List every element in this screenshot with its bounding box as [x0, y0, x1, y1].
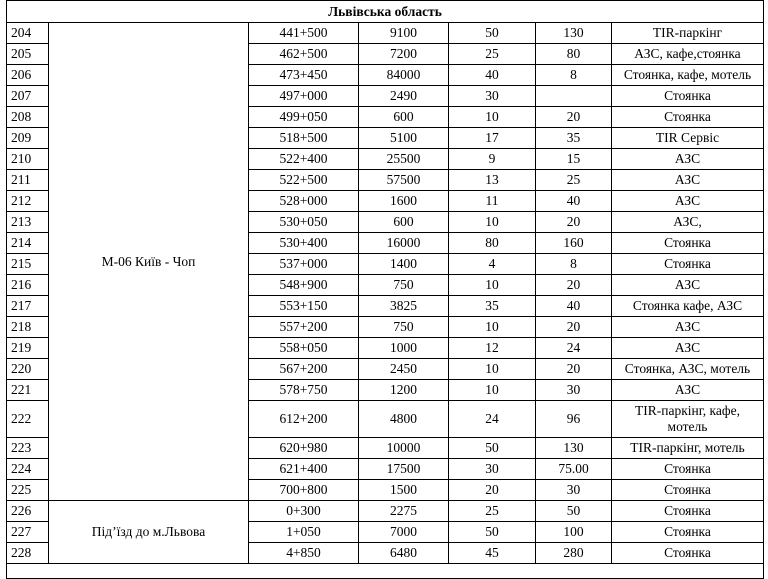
area-value: 1400 — [359, 254, 449, 275]
capacity-trucks: 40 — [536, 296, 612, 317]
capacity-cars: 40 — [449, 65, 536, 86]
row-number: 210 — [7, 149, 49, 170]
parking-table — [6, 0, 764, 579]
capacity-trucks: 40 — [536, 191, 612, 212]
km-mark: 700+800 — [249, 480, 359, 501]
km-mark: 553+150 — [249, 296, 359, 317]
area-value: 9100 — [359, 23, 449, 44]
row-number: 227 — [7, 522, 49, 543]
area-value: 600 — [359, 212, 449, 233]
km-mark: 441+500 — [249, 23, 359, 44]
km-mark: 0+300 — [249, 501, 359, 522]
km-mark: 548+900 — [249, 275, 359, 296]
capacity-cars: 4 — [449, 254, 536, 275]
services: АЗС — [612, 317, 764, 338]
services: TIR-паркінг, кафе, мотель — [612, 401, 764, 438]
area-value: 1000 — [359, 338, 449, 359]
row-number: 206 — [7, 65, 49, 86]
capacity-trucks: 20 — [536, 359, 612, 380]
services: АЗС, — [612, 212, 764, 233]
capacity-cars: 25 — [449, 44, 536, 65]
row-number: 217 — [7, 296, 49, 317]
row-number: 204 — [7, 23, 49, 44]
capacity-cars: 10 — [449, 275, 536, 296]
row-number: 226 — [7, 501, 49, 522]
area-value: 84000 — [359, 65, 449, 86]
capacity-cars: 30 — [449, 86, 536, 107]
capacity-cars: 13 — [449, 170, 536, 191]
capacity-trucks: 35 — [536, 128, 612, 149]
capacity-cars: 50 — [449, 522, 536, 543]
area-value: 2490 — [359, 86, 449, 107]
km-mark: 578+750 — [249, 380, 359, 401]
services: Стоянка — [612, 254, 764, 275]
km-mark: 558+050 — [249, 338, 359, 359]
road-name: М-06 Київ - Чоп — [49, 23, 249, 501]
capacity-trucks: 25 — [536, 170, 612, 191]
capacity-trucks: 280 — [536, 543, 612, 564]
services: TIR-паркінг, мотель — [612, 438, 764, 459]
area-value: 25500 — [359, 149, 449, 170]
area-value: 2450 — [359, 359, 449, 380]
services: Стоянка — [612, 522, 764, 543]
km-mark: 528+000 — [249, 191, 359, 212]
capacity-cars: 35 — [449, 296, 536, 317]
km-mark: 522+400 — [249, 149, 359, 170]
table-row — [7, 23, 764, 44]
km-mark: 462+500 — [249, 44, 359, 65]
services: Стоянка — [612, 86, 764, 107]
capacity-trucks: 50 — [536, 501, 612, 522]
row-number: 222 — [7, 401, 49, 438]
capacity-trucks: 15 — [536, 149, 612, 170]
road-name: Під’їзд до м.Львова — [49, 501, 249, 564]
km-mark: 497+000 — [249, 86, 359, 107]
row-number: 218 — [7, 317, 49, 338]
area-value: 3825 — [359, 296, 449, 317]
capacity-trucks: 20 — [536, 317, 612, 338]
km-mark: 4+850 — [249, 543, 359, 564]
capacity-trucks: 100 — [536, 522, 612, 543]
capacity-cars: 11 — [449, 191, 536, 212]
row-number: 205 — [7, 44, 49, 65]
capacity-trucks: 160 — [536, 233, 612, 254]
capacity-cars: 24 — [449, 401, 536, 438]
services: TIR-паркінг — [612, 23, 764, 44]
capacity-trucks: 8 — [536, 65, 612, 86]
area-value: 750 — [359, 275, 449, 296]
capacity-cars: 30 — [449, 459, 536, 480]
area-value: 57500 — [359, 170, 449, 191]
table-bottom-edge-row — [7, 564, 764, 579]
row-number: 224 — [7, 459, 49, 480]
services: Стоянка — [612, 543, 764, 564]
area-value: 7200 — [359, 44, 449, 65]
services: АЗС — [612, 170, 764, 191]
capacity-cars: 12 — [449, 338, 536, 359]
capacity-trucks: 30 — [536, 380, 612, 401]
services: АЗС — [612, 275, 764, 296]
table-row — [7, 501, 764, 522]
area-value: 10000 — [359, 438, 449, 459]
region-title: Львівська область — [7, 1, 764, 23]
capacity-cars: 25 — [449, 501, 536, 522]
services: TIR Сервіс — [612, 128, 764, 149]
km-mark: 557+200 — [249, 317, 359, 338]
capacity-cars: 10 — [449, 317, 536, 338]
area-value: 6480 — [359, 543, 449, 564]
capacity-trucks: 20 — [536, 212, 612, 233]
row-number: 216 — [7, 275, 49, 296]
km-mark: 1+050 — [249, 522, 359, 543]
services: АЗС, кафе,стоянка — [612, 44, 764, 65]
km-mark: 522+500 — [249, 170, 359, 191]
row-number: 212 — [7, 191, 49, 212]
capacity-trucks: 20 — [536, 107, 612, 128]
capacity-cars: 9 — [449, 149, 536, 170]
capacity-trucks: 8 — [536, 254, 612, 275]
capacity-cars: 50 — [449, 23, 536, 44]
services: Стоянка, кафе, мотель — [612, 65, 764, 86]
area-value: 1200 — [359, 380, 449, 401]
km-mark: 518+500 — [249, 128, 359, 149]
capacity-trucks: 130 — [536, 438, 612, 459]
capacity-trucks: 80 — [536, 44, 612, 65]
services: Стоянка, АЗС, мотель — [612, 359, 764, 380]
row-number: 208 — [7, 107, 49, 128]
row-number: 207 — [7, 86, 49, 107]
capacity-trucks: 24 — [536, 338, 612, 359]
row-number: 214 — [7, 233, 49, 254]
services: Стоянка — [612, 459, 764, 480]
area-value: 4800 — [359, 401, 449, 438]
row-number: 213 — [7, 212, 49, 233]
row-number: 220 — [7, 359, 49, 380]
services: Стоянка кафе, АЗС — [612, 296, 764, 317]
capacity-cars: 80 — [449, 233, 536, 254]
capacity-cars: 10 — [449, 107, 536, 128]
capacity-trucks — [536, 86, 612, 107]
km-mark: 537+000 — [249, 254, 359, 275]
services: АЗС — [612, 380, 764, 401]
km-mark: 530+050 — [249, 212, 359, 233]
km-mark: 473+450 — [249, 65, 359, 86]
area-value: 7000 — [359, 522, 449, 543]
services: Стоянка — [612, 107, 764, 128]
services: АЗС — [612, 149, 764, 170]
capacity-trucks: 20 — [536, 275, 612, 296]
region-header-row — [7, 1, 764, 23]
area-value: 16000 — [359, 233, 449, 254]
services: Стоянка — [612, 480, 764, 501]
area-value: 1600 — [359, 191, 449, 212]
capacity-cars: 10 — [449, 359, 536, 380]
capacity-trucks: 75.00 — [536, 459, 612, 480]
capacity-cars: 20 — [449, 480, 536, 501]
km-mark: 530+400 — [249, 233, 359, 254]
services: Стоянка — [612, 501, 764, 522]
row-number: 219 — [7, 338, 49, 359]
services: АЗС — [612, 191, 764, 212]
row-number: 215 — [7, 254, 49, 275]
capacity-cars: 45 — [449, 543, 536, 564]
capacity-cars: 17 — [449, 128, 536, 149]
table-body — [7, 0, 764, 579]
row-number: 225 — [7, 480, 49, 501]
row-number: 221 — [7, 380, 49, 401]
row-number: 209 — [7, 128, 49, 149]
km-mark: 499+050 — [249, 107, 359, 128]
km-mark: 621+400 — [249, 459, 359, 480]
capacity-trucks: 96 — [536, 401, 612, 438]
row-number: 223 — [7, 438, 49, 459]
row-number: 228 — [7, 543, 49, 564]
row-number: 211 — [7, 170, 49, 191]
km-mark: 620+980 — [249, 438, 359, 459]
area-value: 5100 — [359, 128, 449, 149]
km-mark: 612+200 — [249, 401, 359, 438]
km-mark: 567+200 — [249, 359, 359, 380]
capacity-cars: 10 — [449, 212, 536, 233]
area-value: 1500 — [359, 480, 449, 501]
area-value: 600 — [359, 107, 449, 128]
services: АЗС — [612, 338, 764, 359]
capacity-trucks: 30 — [536, 480, 612, 501]
area-value: 2275 — [359, 501, 449, 522]
area-value: 750 — [359, 317, 449, 338]
services: Стоянка — [612, 233, 764, 254]
capacity-trucks: 130 — [536, 23, 612, 44]
area-value: 17500 — [359, 459, 449, 480]
capacity-cars: 50 — [449, 438, 536, 459]
capacity-cars: 10 — [449, 380, 536, 401]
